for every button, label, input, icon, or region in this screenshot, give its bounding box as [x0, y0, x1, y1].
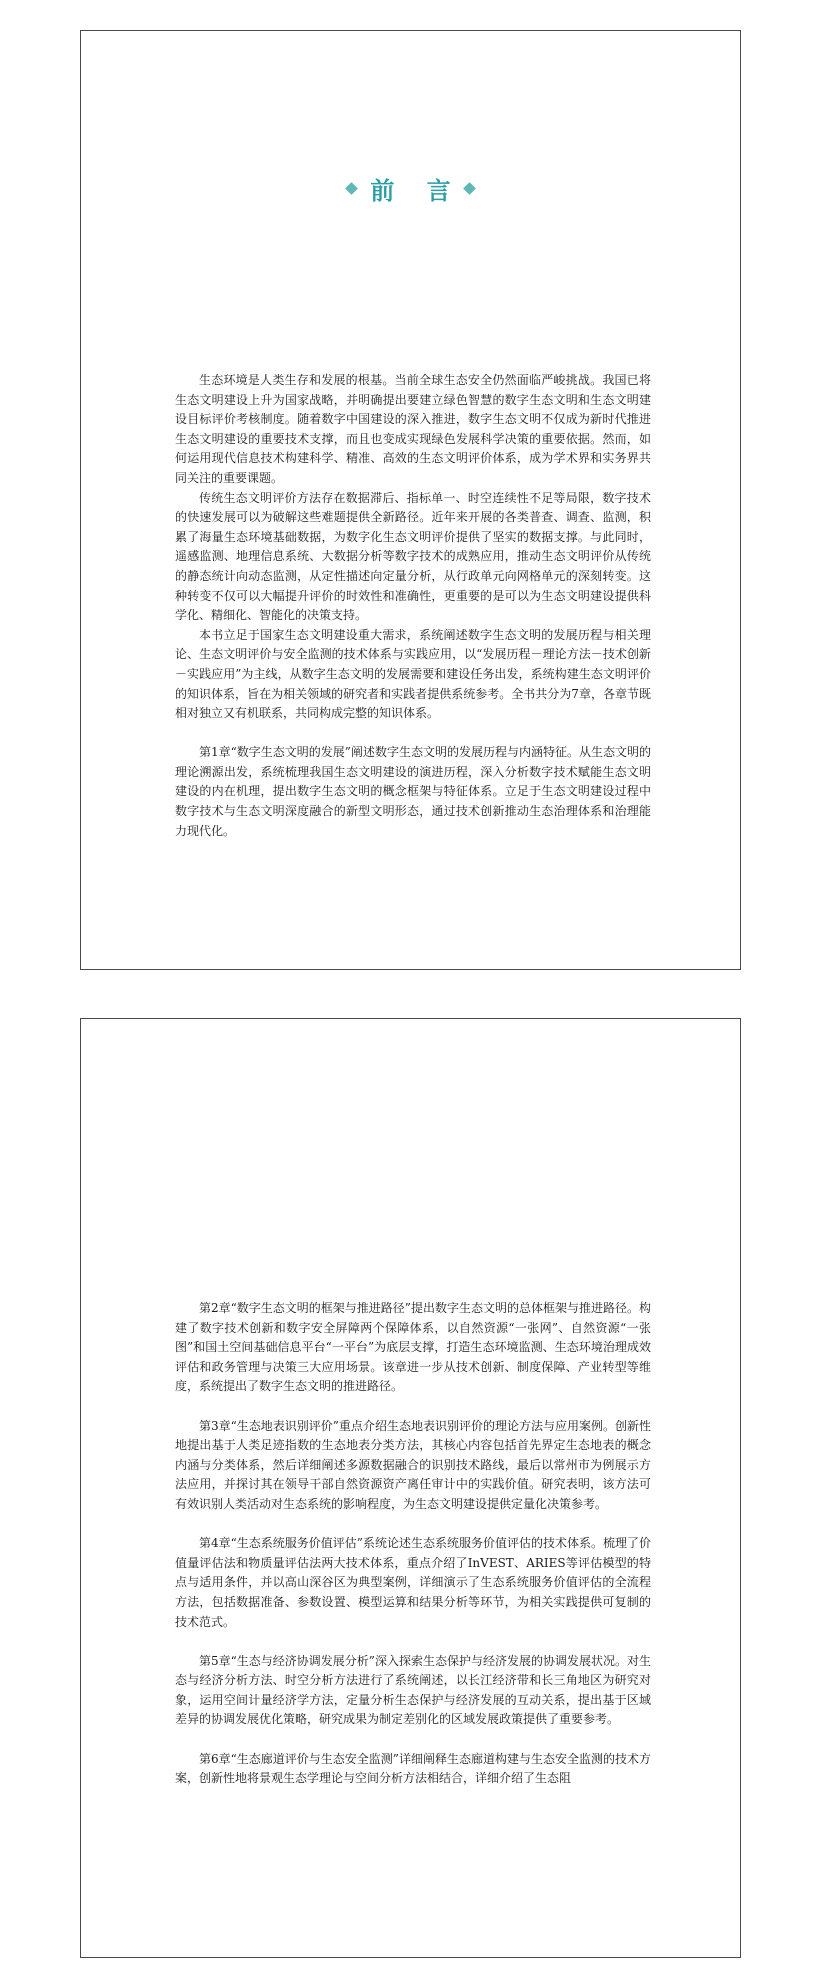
paragraph: 传统生态文明评价方法存在数据滞后、指标单一、时空连续性不足等局限，数字技术的快速发展可以为破解这些难题提供全新路径。近年来开展的各类普查、调查、监测，积累了海量生态环境基础数据，为数字化生态文明评价提供了坚实的数据支撑。与此同时，遥感监测、地理信息系统、大数据分析等数字技术的成熟应用，推动生态文明评价从传统的静态统计向动态监测，从定性描述向定量分析，从行政单元向网格单元的深刻转变。这种转变不仅可以大幅提升评价的时效性和准确性，更重要的是可以为生态文明建设提供科学化、精细化、智能化的决策支持。: [175, 490, 651, 623]
paragraph: 第3章“生态地表识别评价”重点介绍生态地表识别评价的理论方法与应用案例。创新性地提出基于人类足迹指数的生态地表分类方法，其核心内容包括首先界定生态地表的概念内涵与分类体系，然后详细阐述多源数据融合的识别技术路线，最后以常州市为例展示方法应用，并探讨其在领导干部自然资源资产离任审计中的实践价值。研究表明，该方法可有效识别人类活动对生态系统的影响程度，为生态文明建设提供定量化决策参考。: [175, 1418, 651, 1511]
preface-title: 前 言: [370, 176, 463, 205]
paragraph: 第5章“生态与经济协调发展分析”深入探索生态保护与经济发展的协调发展状况。对生态与经济分析方法、时空分析方法进行了系统阐述，以长江经济带和长三角地区为研究对象，运用空间计量经济学方法，定量分析生态保护与经济发展的互动关系，提出基于区域差异的协调发展优化策略，研究成果为制定差别化的区域发展政策提供了重要参考。: [175, 1653, 651, 1727]
paragraph: 本书立足于国家生态文明建设重大需求，系统阐述数字生态文明的发展历程与相关理论、生态文明评价与安全监测的技术体系与实践应用，以“发展历程－理论方法－技术创新－实践应用”为主线，从数字生态文明的发展需要和建设任务出发，系统构建生态文明评价的知识体系，旨在为相关领域的研究者和实践者提供系统参考。全书共分为7章，各章节既相对独立又有机联系，共同构成完整的知识体系。: [175, 627, 651, 721]
paragraph: 第1章“数字生态文明的发展”阐述数字生态文明的发展历程与内涵特征。从生态文明的理论溯源出发，系统梳理我国生态文明建设的演进历程，深入分析数字技术赋能生态文明建设的内在机理，提出数字生态文明的概念框架与特征体系。立足于生态文明建设过程中数字技术与生态文明深度融合的新型文明形态，通过技术创新推动生态治理体系和治理能力现代化。: [175, 745, 651, 838]
paragraph: 生态环境是人类生存和发展的根基。当前全球生态安全仍然面临严峻挑战。我国已将生态文明建设上升为国家战略，并明确提出要建立绿色智慧的数字生态文明和生态文明建设目标评价考核制度。随着数字中国建设的深入推进，数字生态文明不仅成为新时代推进生态文明建设的重要技术支撑，而且也变成实现绿色发展科学决策的重要依据。然而，如何运用现代信息技术构建科学、精准、高效的生态文明评价体系，成为学术界和实务界共同关注的重要课题。: [175, 373, 651, 485]
diamond-left-icon: [345, 182, 358, 195]
diamond-right-icon: [463, 182, 476, 195]
preface-body-continued: [175, 1299, 651, 1789]
book-page-1: [80, 30, 741, 970]
paragraph: 第6章“生态廊道评价与生态安全监测”详细阐释生态廊道构建与生态安全监测的技术方案，创新性地将景观生态学理论与空间分析方法相结合，详细介绍了生态阻: [175, 1751, 651, 1786]
preface-title-row: [81, 171, 740, 206]
book-page-2: [80, 1018, 741, 1958]
preface-body: [175, 371, 651, 841]
paragraph: 第2章“数字生态文明的框架与推进路径”提出数字生态文明的总体框架与推进路径。构建了数字技术创新和数字安全屏障两个保障体系，以自然资源“一张网”、自然资源“一张图”和国土空间基础信息平台“一平台”为底层支撑，打造生态环境监测、生态环境治理成效评估和政务管理与决策三大应用场景。该章进一步从技术创新、制度保障、产业转型等维度，系统提出了数字生态文明的推进路径。: [175, 1301, 651, 1394]
paragraph: 第4章“生态系统服务价值评估”系统论述生态系统服务价值评估的技术体系。梳理了价值量评估法和物质量评估法两大技术体系，重点介绍了InVEST、ARIES等评估模型的特点与适用条件，并以高山深谷区为典型案例，详细演示了生态系统服务价值评估的全流程方法，包括数据准备、参数设置、模型运算和结果分析等环节，为相关实践提供可复制的技术范式。: [175, 1536, 651, 1629]
